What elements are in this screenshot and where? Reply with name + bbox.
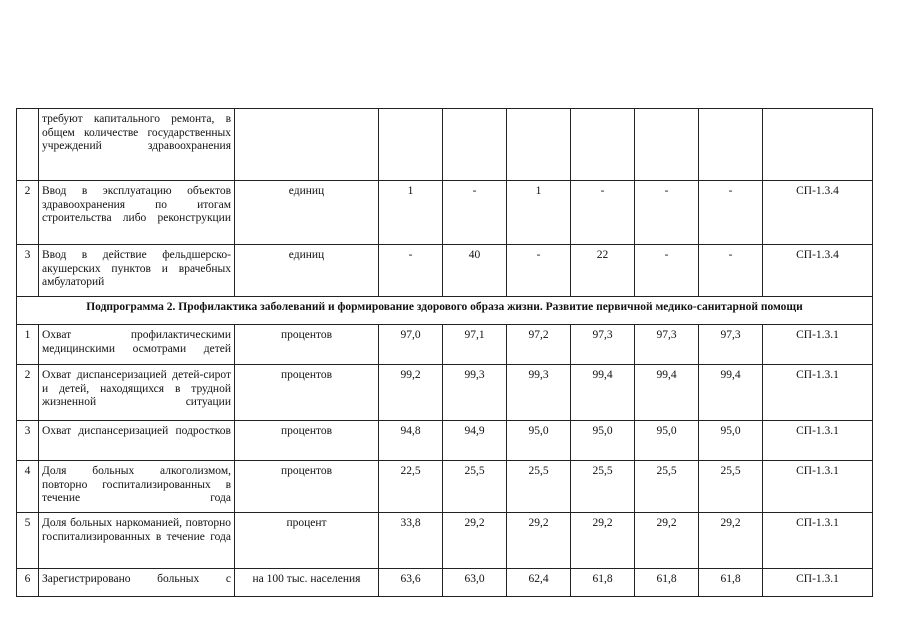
unit-of-measure: процентов [235,365,379,421]
row-number: 2 [17,365,39,421]
year-value [507,109,571,181]
year-value: 97,3 [571,325,635,365]
table-row [17,245,873,297]
year-value: 95,0 [635,421,699,461]
year-value: 25,5 [571,461,635,513]
indicators-table [16,108,873,597]
year-value [443,109,507,181]
unit-of-measure: процентов [235,325,379,365]
year-value: 25,5 [635,461,699,513]
row-number: 1 [17,325,39,365]
year-value: 99,3 [443,365,507,421]
year-value: 63,0 [443,569,507,597]
unit-of-measure: процент [235,513,379,569]
program-code: СП-1.3.1 [763,513,873,569]
program-code [763,109,873,181]
year-value: 97,2 [507,325,571,365]
year-value: 95,0 [699,421,763,461]
year-value: 25,5 [443,461,507,513]
year-value: 97,0 [379,325,443,365]
indicator-name: Доля больных алкоголизмом, повторно госпитализированных в течение года [39,461,235,513]
year-value: 29,2 [571,513,635,569]
indicator-name: Охват диспансеризацией подростков [39,421,235,461]
indicator-name: Доля больных наркоманией, повторно госпитализированных в течение года [39,513,235,569]
indicator-name: Ввод в действие фельдшерско-акушерских пунктов и врачебных амбулаторий [39,245,235,297]
year-value: 99,3 [507,365,571,421]
year-value: 97,3 [635,325,699,365]
year-value: 95,0 [507,421,571,461]
year-value: 29,2 [507,513,571,569]
year-value: 99,4 [571,365,635,421]
indicator-name: Охват профилактическими медицинскими осмотрами детей [39,325,235,365]
table-body [17,109,873,597]
row-number: 6 [17,569,39,597]
year-value: 99,2 [379,365,443,421]
year-value [699,109,763,181]
unit-of-measure: единиц [235,181,379,245]
subprogram-heading: Подпрограмма 2. Профилактика заболеваний и формирование здорового образа жизни. Развитие первичной медико-санитарной помощи [17,297,873,325]
table-row [17,181,873,245]
unit-of-measure: единиц [235,245,379,297]
program-code: СП-1.3.1 [763,569,873,597]
year-value: 61,8 [635,569,699,597]
unit-of-measure: процентов [235,421,379,461]
program-code: СП-1.3.4 [763,181,873,245]
year-value: 1 [507,181,571,245]
year-value [571,109,635,181]
row-number: 3 [17,245,39,297]
table-row [17,421,873,461]
year-value: 97,1 [443,325,507,365]
year-value: 1 [379,181,443,245]
year-value: 33,8 [379,513,443,569]
year-value: 25,5 [699,461,763,513]
year-value: 94,9 [443,421,507,461]
table-row [17,513,873,569]
row-number: 2 [17,181,39,245]
year-value: 63,6 [379,569,443,597]
year-value: 25,5 [507,461,571,513]
program-code: СП-1.3.4 [763,245,873,297]
year-value: 29,2 [699,513,763,569]
subprogram-heading-row [17,297,873,325]
year-value: 29,2 [635,513,699,569]
program-code: СП-1.3.1 [763,461,873,513]
year-value: - [443,181,507,245]
table-row [17,365,873,421]
indicator-name: Ввод в эксплуатацию объектов здравоохранения по итогам строительства либо реконструкции [39,181,235,245]
indicator-name: Зарегистрировано больных с [39,569,235,597]
unit-of-measure: на 100 тыс. населения [235,569,379,597]
year-value: 95,0 [571,421,635,461]
year-value: - [379,245,443,297]
year-value: 22 [571,245,635,297]
year-value: 29,2 [443,513,507,569]
row-number: 4 [17,461,39,513]
table-row [17,325,873,365]
row-number: 3 [17,421,39,461]
program-code: СП-1.3.1 [763,421,873,461]
year-value: 22,5 [379,461,443,513]
year-value: - [635,181,699,245]
row-number [17,109,39,181]
year-value: - [571,181,635,245]
year-value: 99,4 [635,365,699,421]
indicator-name: требуют капитального ремонта, в общем количестве государственных учреждений здравоохранения [39,109,235,181]
year-value: 40 [443,245,507,297]
year-value: - [507,245,571,297]
year-value: - [635,245,699,297]
year-value: 99,4 [699,365,763,421]
year-value: 61,8 [699,569,763,597]
year-value [379,109,443,181]
table-row [17,109,873,181]
unit-of-measure: процентов [235,461,379,513]
year-value: - [699,245,763,297]
program-code: СП-1.3.1 [763,325,873,365]
year-value: 62,4 [507,569,571,597]
year-value: - [699,181,763,245]
table-row [17,569,873,597]
program-code: СП-1.3.1 [763,365,873,421]
year-value [635,109,699,181]
table-row [17,461,873,513]
year-value: 61,8 [571,569,635,597]
unit-of-measure [235,109,379,181]
year-value: 94,8 [379,421,443,461]
indicator-name: Охват диспансеризацией детей-сирот и детей, находящихся в трудной жизненной ситуации [39,365,235,421]
row-number: 5 [17,513,39,569]
year-value: 97,3 [699,325,763,365]
